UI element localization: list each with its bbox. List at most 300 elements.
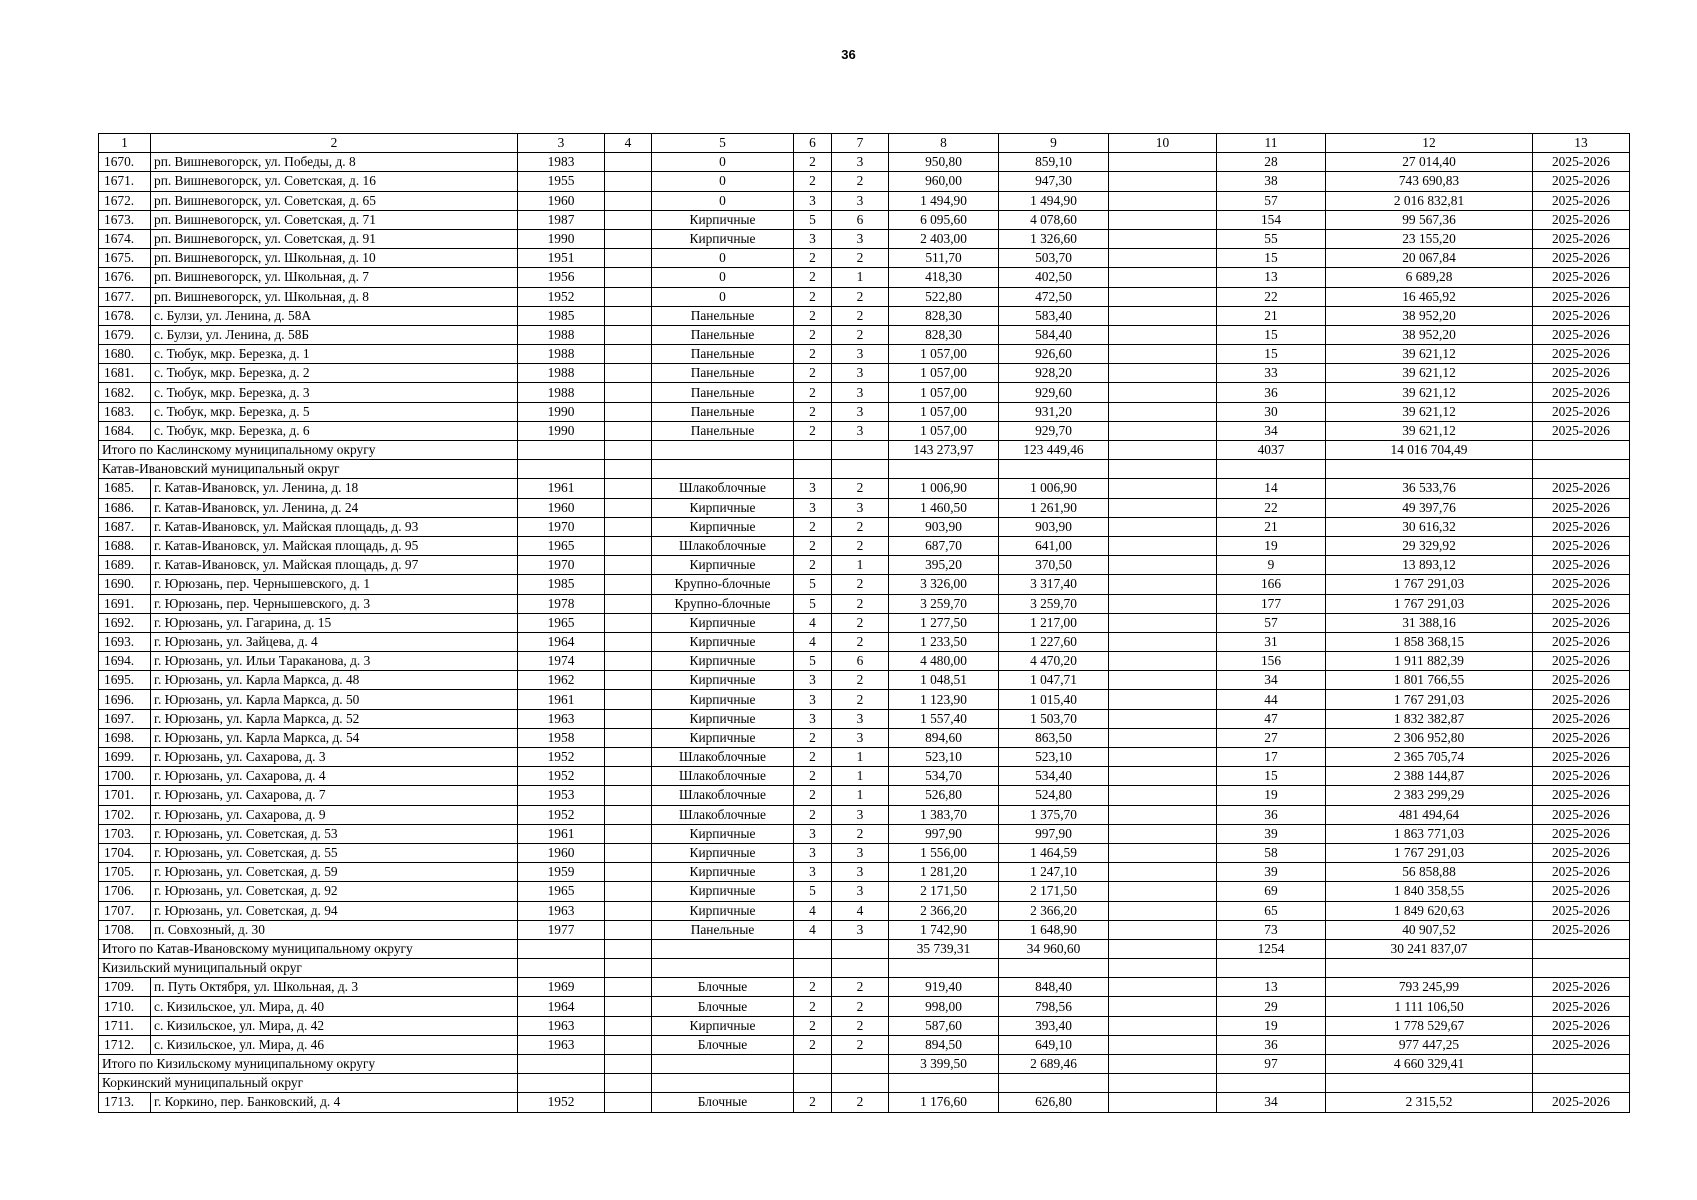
- row-number-cell: 1694.: [99, 652, 151, 671]
- row-number-cell: 1688.: [99, 536, 151, 555]
- total-area-cell: 1 383,70: [889, 805, 999, 824]
- address-cell: с. Тюбук, мкр. Березка, д. 5: [151, 402, 518, 421]
- address-cell: п. Путь Октября, ул. Школьная, д. 3: [151, 978, 518, 997]
- column-4-cell: [605, 421, 652, 440]
- empty-cell: [1217, 959, 1326, 978]
- address-cell: рп. Вишневогорск, ул. Школьная, д. 8: [151, 287, 518, 306]
- period-cell: 2025-2026: [1533, 268, 1630, 287]
- year-cell: 1990: [518, 402, 605, 421]
- period-cell: 2025-2026: [1533, 287, 1630, 306]
- empty-cell: [889, 1074, 999, 1093]
- cost-cell: 99 567,36: [1326, 210, 1533, 229]
- empty-cell: [832, 1055, 889, 1074]
- column-4-cell: [605, 671, 652, 690]
- floors-cell: 3: [794, 690, 832, 709]
- table-row: [99, 383, 1630, 402]
- entrances-cell: 2: [832, 1093, 889, 1112]
- residents-cell: 57: [1217, 191, 1326, 210]
- empty-cell: [1533, 959, 1630, 978]
- cost-cell: 1 832 382,87: [1326, 709, 1533, 728]
- floors-cell: 2: [794, 748, 832, 767]
- cost-cell: 743 690,83: [1326, 172, 1533, 191]
- period-cell: 2025-2026: [1533, 709, 1630, 728]
- year-cell: 1961: [518, 690, 605, 709]
- district-header-row: [99, 1074, 1630, 1093]
- column-4-cell: [605, 652, 652, 671]
- wall-material-cell: Кирпичные: [652, 863, 794, 882]
- table-row: [99, 728, 1630, 747]
- year-cell: 1965: [518, 613, 605, 632]
- column-header: 2: [151, 134, 518, 153]
- entrances-cell: 2: [832, 1035, 889, 1054]
- address-cell: с. Кизильское, ул. Мира, д. 46: [151, 1035, 518, 1054]
- empty-cell: [1326, 460, 1533, 479]
- empty-cell: [652, 959, 794, 978]
- floors-cell: 4: [794, 613, 832, 632]
- year-cell: 1964: [518, 997, 605, 1016]
- total-area-cell: 1 057,00: [889, 364, 999, 383]
- year-cell: 1952: [518, 805, 605, 824]
- column-4-cell: [605, 536, 652, 555]
- address-cell: п. Совхозный, д. 30: [151, 920, 518, 939]
- living-area-sum-cell: 2 689,46: [999, 1055, 1109, 1074]
- empty-cell: [794, 441, 832, 460]
- cost-cell: 23 155,20: [1326, 229, 1533, 248]
- cost-cell: 1 863 771,03: [1326, 824, 1533, 843]
- district-total-row: [99, 939, 1630, 958]
- column-header: 3: [518, 134, 605, 153]
- entrances-cell: 1: [832, 767, 889, 786]
- address-cell: г. Юрюзань, ул. Гагарина, д. 15: [151, 613, 518, 632]
- cost-cell: 1 858 368,15: [1326, 632, 1533, 651]
- total-area-cell: 1 233,50: [889, 632, 999, 651]
- column-10-cell: [1109, 997, 1217, 1016]
- cost-cell: 1 767 291,03: [1326, 843, 1533, 862]
- address-cell: рп. Вишневогорск, ул. Победы, д. 8: [151, 153, 518, 172]
- column-10-cell: [1109, 1016, 1217, 1035]
- wall-material-cell: Шлакоблочные: [652, 479, 794, 498]
- column-4-cell: [605, 728, 652, 747]
- empty-cell: [794, 959, 832, 978]
- address-cell: рп. Вишневогорск, ул. Советская, д. 91: [151, 229, 518, 248]
- column-10-cell: [1109, 268, 1217, 287]
- column-10-cell: [1109, 479, 1217, 498]
- residents-cell: 177: [1217, 594, 1326, 613]
- floors-cell: 2: [794, 364, 832, 383]
- living-area-cell: 583,40: [999, 306, 1109, 325]
- column-header: 12: [1326, 134, 1533, 153]
- column-10-cell: [1109, 690, 1217, 709]
- wall-material-cell: Кирпичные: [652, 1016, 794, 1035]
- row-number-cell: 1695.: [99, 671, 151, 690]
- column-4-cell: [605, 325, 652, 344]
- residents-cell: 9: [1217, 556, 1326, 575]
- address-cell: г. Юрюзань, ул. Сахарова, д. 3: [151, 748, 518, 767]
- column-4-cell: [605, 786, 652, 805]
- cost-cell: 1 840 358,55: [1326, 882, 1533, 901]
- residents-cell: 15: [1217, 325, 1326, 344]
- empty-cell: [889, 460, 999, 479]
- entrances-cell: 2: [832, 479, 889, 498]
- total-area-cell: 1 281,20: [889, 863, 999, 882]
- floors-cell: 2: [794, 556, 832, 575]
- column-4-cell: [605, 594, 652, 613]
- floors-cell: 3: [794, 824, 832, 843]
- column-4-cell: [605, 575, 652, 594]
- year-cell: 1952: [518, 748, 605, 767]
- cost-cell: 39 621,12: [1326, 421, 1533, 440]
- period-cell: 2025-2026: [1533, 843, 1630, 862]
- wall-material-cell: 0: [652, 268, 794, 287]
- cost-cell: 36 533,76: [1326, 479, 1533, 498]
- column-10-cell: [1109, 805, 1217, 824]
- column-10-cell: [1109, 767, 1217, 786]
- empty-cell: [1326, 1074, 1533, 1093]
- column-4-cell: [605, 287, 652, 306]
- address-cell: г. Юрюзань, ул. Карла Маркса, д. 50: [151, 690, 518, 709]
- row-number-cell: 1704.: [99, 843, 151, 862]
- living-area-cell: 1 047,71: [999, 671, 1109, 690]
- floors-cell: 2: [794, 268, 832, 287]
- row-number-cell: 1696.: [99, 690, 151, 709]
- period-cell: 2025-2026: [1533, 517, 1630, 536]
- column-4-cell: [605, 613, 652, 632]
- row-number-cell: 1712.: [99, 1035, 151, 1054]
- entrances-cell: 6: [832, 210, 889, 229]
- column-10-cell: [1109, 613, 1217, 632]
- year-cell: 1963: [518, 709, 605, 728]
- entrances-cell: 3: [832, 920, 889, 939]
- housing-register-table: [98, 133, 1630, 1113]
- address-cell: г. Юрюзань, ул. Советская, д. 53: [151, 824, 518, 843]
- living-area-cell: 1 261,90: [999, 498, 1109, 517]
- row-number-cell: 1684.: [99, 421, 151, 440]
- period-cell: 2025-2026: [1533, 920, 1630, 939]
- entrances-cell: 2: [832, 632, 889, 651]
- district-total-label: Итого по Каслинскому муниципальному округу: [99, 441, 518, 460]
- residents-cell: 14: [1217, 479, 1326, 498]
- column-4-cell: [605, 767, 652, 786]
- table-row: [99, 345, 1630, 364]
- living-area-cell: 4 078,60: [999, 210, 1109, 229]
- column-10-cell: [1109, 287, 1217, 306]
- period-cell: 2025-2026: [1533, 402, 1630, 421]
- living-area-cell: 641,00: [999, 536, 1109, 555]
- period-cell: 2025-2026: [1533, 153, 1630, 172]
- floors-cell: 3: [794, 671, 832, 690]
- living-area-cell: 798,56: [999, 997, 1109, 1016]
- total-area-cell: 3 326,00: [889, 575, 999, 594]
- row-number-cell: 1691.: [99, 594, 151, 613]
- period-cell: 2025-2026: [1533, 249, 1630, 268]
- row-number-cell: 1707.: [99, 901, 151, 920]
- entrances-cell: 2: [832, 306, 889, 325]
- empty-cell: [832, 939, 889, 958]
- table-row: [99, 1093, 1630, 1112]
- address-cell: с. Кизильское, ул. Мира, д. 40: [151, 997, 518, 1016]
- column-4-cell: [605, 1093, 652, 1112]
- column-4-cell: [605, 191, 652, 210]
- table-row: [99, 249, 1630, 268]
- entrances-cell: 1: [832, 748, 889, 767]
- wall-material-cell: Панельные: [652, 421, 794, 440]
- year-cell: 1958: [518, 728, 605, 747]
- residents-cell: 55: [1217, 229, 1326, 248]
- year-cell: 1955: [518, 172, 605, 191]
- column-4-cell: [605, 1035, 652, 1054]
- wall-material-cell: Шлакоблочные: [652, 805, 794, 824]
- row-number-cell: 1697.: [99, 709, 151, 728]
- wall-material-cell: Кирпичные: [652, 690, 794, 709]
- row-number-cell: 1680.: [99, 345, 151, 364]
- cost-cell: 2 383 299,29: [1326, 786, 1533, 805]
- floors-cell: 2: [794, 153, 832, 172]
- year-cell: 1990: [518, 229, 605, 248]
- column-4-cell: [605, 210, 652, 229]
- residents-cell: 36: [1217, 805, 1326, 824]
- column-10-cell: [1109, 671, 1217, 690]
- row-number-cell: 1671.: [99, 172, 151, 191]
- residents-cell: 34: [1217, 421, 1326, 440]
- row-number-cell: 1708.: [99, 920, 151, 939]
- empty-cell: [652, 1074, 794, 1093]
- period-cell: 2025-2026: [1533, 345, 1630, 364]
- column-header: 10: [1109, 134, 1217, 153]
- address-cell: г. Юрюзань, ул. Зайцева, д. 4: [151, 632, 518, 651]
- total-area-cell: 2 403,00: [889, 229, 999, 248]
- entrances-cell: 3: [832, 153, 889, 172]
- table-row: [99, 709, 1630, 728]
- cost-cell: 39 621,12: [1326, 345, 1533, 364]
- total-area-cell: 534,70: [889, 767, 999, 786]
- entrances-cell: 2: [832, 594, 889, 613]
- address-cell: г. Катав-Ивановск, ул. Майская площадь, д. 93: [151, 517, 518, 536]
- entrances-cell: 2: [832, 172, 889, 191]
- address-cell: г. Катав-Ивановск, ул. Майская площадь, д. 95: [151, 536, 518, 555]
- page-number: 36: [841, 47, 856, 62]
- table-row: [99, 767, 1630, 786]
- living-area-cell: 1 247,10: [999, 863, 1109, 882]
- period-cell: 2025-2026: [1533, 824, 1630, 843]
- table-row: [99, 191, 1630, 210]
- living-area-cell: 370,50: [999, 556, 1109, 575]
- entrances-cell: 3: [832, 364, 889, 383]
- cost-cell: 13 893,12: [1326, 556, 1533, 575]
- column-10-cell: [1109, 556, 1217, 575]
- address-cell: рп. Вишневогорск, ул. Советская, д. 71: [151, 210, 518, 229]
- column-4-cell: [605, 709, 652, 728]
- total-area-cell: 526,80: [889, 786, 999, 805]
- empty-cell: [1533, 1055, 1630, 1074]
- entrances-cell: 3: [832, 402, 889, 421]
- empty-cell: [518, 1074, 605, 1093]
- residents-cell: 31: [1217, 632, 1326, 651]
- entrances-cell: 3: [832, 709, 889, 728]
- period-cell: 2025-2026: [1533, 690, 1630, 709]
- column-10-cell: [1109, 863, 1217, 882]
- column-10-cell: [1109, 517, 1217, 536]
- empty-cell: [1109, 441, 1217, 460]
- residents-cell: 13: [1217, 268, 1326, 287]
- wall-material-cell: Панельные: [652, 345, 794, 364]
- address-cell: г. Юрюзань, ул. Сахарова, д. 7: [151, 786, 518, 805]
- column-header: 13: [1533, 134, 1630, 153]
- period-cell: 2025-2026: [1533, 671, 1630, 690]
- wall-material-cell: Кирпичные: [652, 498, 794, 517]
- empty-cell: [1533, 939, 1630, 958]
- column-header: 4: [605, 134, 652, 153]
- column-header: 9: [999, 134, 1109, 153]
- empty-cell: [999, 460, 1109, 479]
- period-cell: 2025-2026: [1533, 786, 1630, 805]
- residents-cell: 156: [1217, 652, 1326, 671]
- table-row: [99, 920, 1630, 939]
- cost-cell: 1 778 529,67: [1326, 1016, 1533, 1035]
- empty-cell: [652, 939, 794, 958]
- cost-cell: 39 621,12: [1326, 364, 1533, 383]
- row-number-cell: 1698.: [99, 728, 151, 747]
- residents-cell: 166: [1217, 575, 1326, 594]
- column-4-cell: [605, 882, 652, 901]
- wall-material-cell: Кирпичные: [652, 843, 794, 862]
- living-area-cell: 929,70: [999, 421, 1109, 440]
- district-total-row: [99, 441, 1630, 460]
- column-4-cell: [605, 306, 652, 325]
- table-row: [99, 997, 1630, 1016]
- column-4-cell: [605, 345, 652, 364]
- floors-cell: 2: [794, 1035, 832, 1054]
- entrances-cell: 2: [832, 690, 889, 709]
- entrances-cell: 3: [832, 498, 889, 517]
- period-cell: 2025-2026: [1533, 632, 1630, 651]
- living-area-cell: 1 006,90: [999, 479, 1109, 498]
- wall-material-cell: Шлакоблочные: [652, 786, 794, 805]
- living-area-cell: 1 494,90: [999, 191, 1109, 210]
- column-10-cell: [1109, 978, 1217, 997]
- row-number-cell: 1682.: [99, 383, 151, 402]
- total-area-cell: 1 006,90: [889, 479, 999, 498]
- living-area-cell: 402,50: [999, 268, 1109, 287]
- entrances-cell: 1: [832, 786, 889, 805]
- period-cell: 2025-2026: [1533, 575, 1630, 594]
- address-cell: с. Тюбук, мкр. Березка, д. 3: [151, 383, 518, 402]
- cost-cell: 1 767 291,03: [1326, 690, 1533, 709]
- residents-cell: 65: [1217, 901, 1326, 920]
- cost-cell: 481 494,64: [1326, 805, 1533, 824]
- column-4-cell: [605, 997, 652, 1016]
- column-10-cell: [1109, 306, 1217, 325]
- row-number-cell: 1701.: [99, 786, 151, 805]
- table-row: [99, 306, 1630, 325]
- row-number-cell: 1673.: [99, 210, 151, 229]
- living-area-cell: 523,10: [999, 748, 1109, 767]
- period-cell: 2025-2026: [1533, 536, 1630, 555]
- empty-cell: [1109, 460, 1217, 479]
- living-area-cell: 929,60: [999, 383, 1109, 402]
- cost-cell: 977 447,25: [1326, 1035, 1533, 1054]
- year-cell: 1959: [518, 863, 605, 882]
- living-area-cell: 1 464,59: [999, 843, 1109, 862]
- year-cell: 1987: [518, 210, 605, 229]
- year-cell: 1963: [518, 1035, 605, 1054]
- year-cell: 1970: [518, 517, 605, 536]
- residents-cell: 36: [1217, 383, 1326, 402]
- row-number-cell: 1679.: [99, 325, 151, 344]
- column-10-cell: [1109, 536, 1217, 555]
- living-area-cell: 524,80: [999, 786, 1109, 805]
- cost-cell: 38 952,20: [1326, 306, 1533, 325]
- wall-material-cell: Кирпичные: [652, 882, 794, 901]
- period-cell: 2025-2026: [1533, 652, 1630, 671]
- row-number-cell: 1692.: [99, 613, 151, 632]
- period-cell: 2025-2026: [1533, 997, 1630, 1016]
- floors-cell: 3: [794, 229, 832, 248]
- total-area-cell: 523,10: [889, 748, 999, 767]
- entrances-cell: 2: [832, 536, 889, 555]
- row-number-cell: 1678.: [99, 306, 151, 325]
- year-cell: 1990: [518, 421, 605, 440]
- cost-cell: 40 907,52: [1326, 920, 1533, 939]
- row-number-cell: 1711.: [99, 1016, 151, 1035]
- table-row: [99, 210, 1630, 229]
- period-cell: 2025-2026: [1533, 498, 1630, 517]
- period-cell: 2025-2026: [1533, 325, 1630, 344]
- table-row: [99, 863, 1630, 882]
- empty-cell: [1109, 1074, 1217, 1093]
- period-cell: 2025-2026: [1533, 767, 1630, 786]
- living-area-cell: 3 317,40: [999, 575, 1109, 594]
- cost-cell: 2 315,52: [1326, 1093, 1533, 1112]
- floors-cell: 4: [794, 632, 832, 651]
- period-cell: 2025-2026: [1533, 882, 1630, 901]
- address-cell: г. Коркино, пер. Банковский, д. 4: [151, 1093, 518, 1112]
- wall-material-cell: Кирпичные: [652, 824, 794, 843]
- entrances-cell: 2: [832, 671, 889, 690]
- residents-cell: 15: [1217, 345, 1326, 364]
- address-cell: рп. Вишневогорск, ул. Советская, д. 65: [151, 191, 518, 210]
- total-area-cell: 1 557,40: [889, 709, 999, 728]
- living-area-cell: 472,50: [999, 287, 1109, 306]
- residents-cell: 38: [1217, 172, 1326, 191]
- address-cell: г. Юрюзань, ул. Карла Маркса, д. 48: [151, 671, 518, 690]
- entrances-cell: 2: [832, 249, 889, 268]
- year-cell: 1969: [518, 978, 605, 997]
- empty-cell: [794, 460, 832, 479]
- residents-cell: 21: [1217, 517, 1326, 536]
- cost-cell: 1 111 106,50: [1326, 997, 1533, 1016]
- table-row: [99, 748, 1630, 767]
- total-area-sum-cell: 143 273,97: [889, 441, 999, 460]
- year-cell: 1952: [518, 287, 605, 306]
- address-cell: г. Юрюзань, ул. Карла Маркса, д. 52: [151, 709, 518, 728]
- cost-cell: 1 767 291,03: [1326, 594, 1533, 613]
- table-row: [99, 229, 1630, 248]
- table-row: [99, 325, 1630, 344]
- floors-cell: 5: [794, 210, 832, 229]
- empty-cell: [605, 441, 652, 460]
- district-header-row: [99, 460, 1630, 479]
- column-4-cell: [605, 901, 652, 920]
- residents-cell: 17: [1217, 748, 1326, 767]
- cost-cell: 16 465,92: [1326, 287, 1533, 306]
- residents-cell: 19: [1217, 1016, 1326, 1035]
- cost-cell: 1 801 766,55: [1326, 671, 1533, 690]
- empty-cell: [652, 441, 794, 460]
- wall-material-cell: Кирпичные: [652, 671, 794, 690]
- living-area-cell: 997,90: [999, 824, 1109, 843]
- residents-cell: 27: [1217, 728, 1326, 747]
- column-10-cell: [1109, 364, 1217, 383]
